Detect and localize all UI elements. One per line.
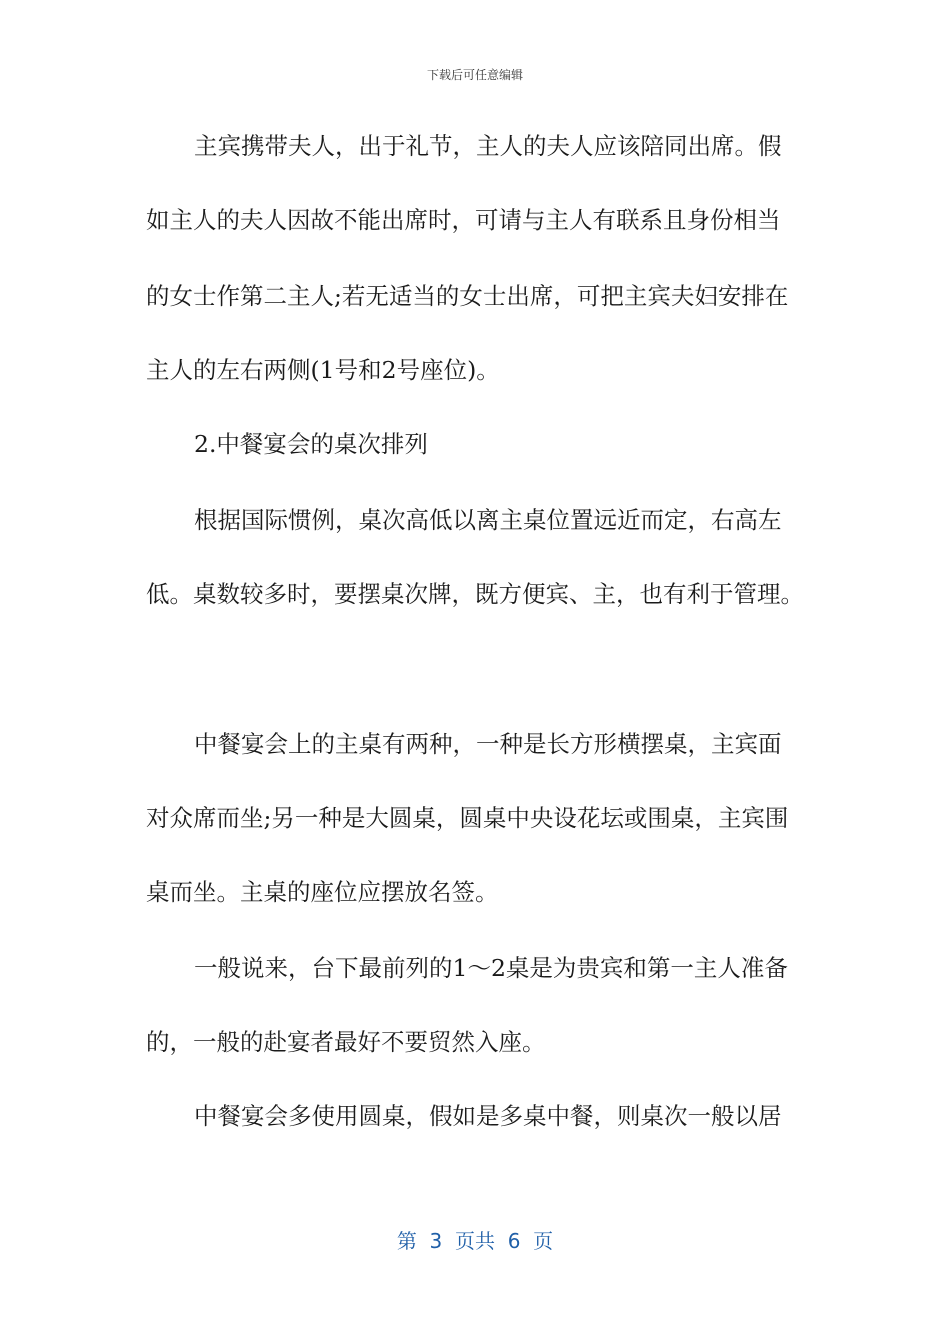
paragraph-line: 桌而坐。主桌的座位应摆放名签。: [146, 878, 499, 906]
section-heading: 2.中餐宴会的桌次排列: [194, 430, 428, 458]
paragraph-line: 的，一般的赴宴者最好不要贸然入座。: [146, 1028, 546, 1056]
paragraph-line: 中餐宴会多使用圆桌，假如是多桌中餐，则桌次一般以居: [194, 1102, 782, 1130]
page-footer: 第 3 页共 6 页: [396, 1229, 554, 1253]
paragraph-line: 一般说来，台下最前列的1～2桌是为贵宾和第一主人准备: [194, 954, 788, 982]
paragraph-line: 低。桌数较多时，要摆桌次牌，既方便宾、主，也有利于管理。: [146, 580, 804, 608]
paragraph-line: 的女士作第二主人;若无适当的女士出席，可把主宾夫妇安排在: [146, 282, 789, 310]
page-header: 下载后可任意编辑: [426, 68, 523, 82]
paragraph-line: 主宾携带夫人，出于礼节，主人的夫人应该陪同出席。假: [194, 132, 782, 160]
paragraph-line: 主人的左右两侧(1号和2号座位)。: [146, 356, 500, 384]
paragraph-line: 中餐宴会上的主桌有两种，一种是长方形横摆桌，主宾面: [194, 730, 782, 758]
paragraph-line: 对众席而坐;另一种是大圆桌，圆桌中央设花坛或围桌，主宾围: [146, 804, 789, 832]
paragraph-line: 如主人的夫人因故不能出席时，可请与主人有联系且身份相当: [146, 206, 781, 234]
paragraph-line: 根据国际惯例，桌次高低以离主桌位置远近而定，右高左: [194, 506, 782, 534]
